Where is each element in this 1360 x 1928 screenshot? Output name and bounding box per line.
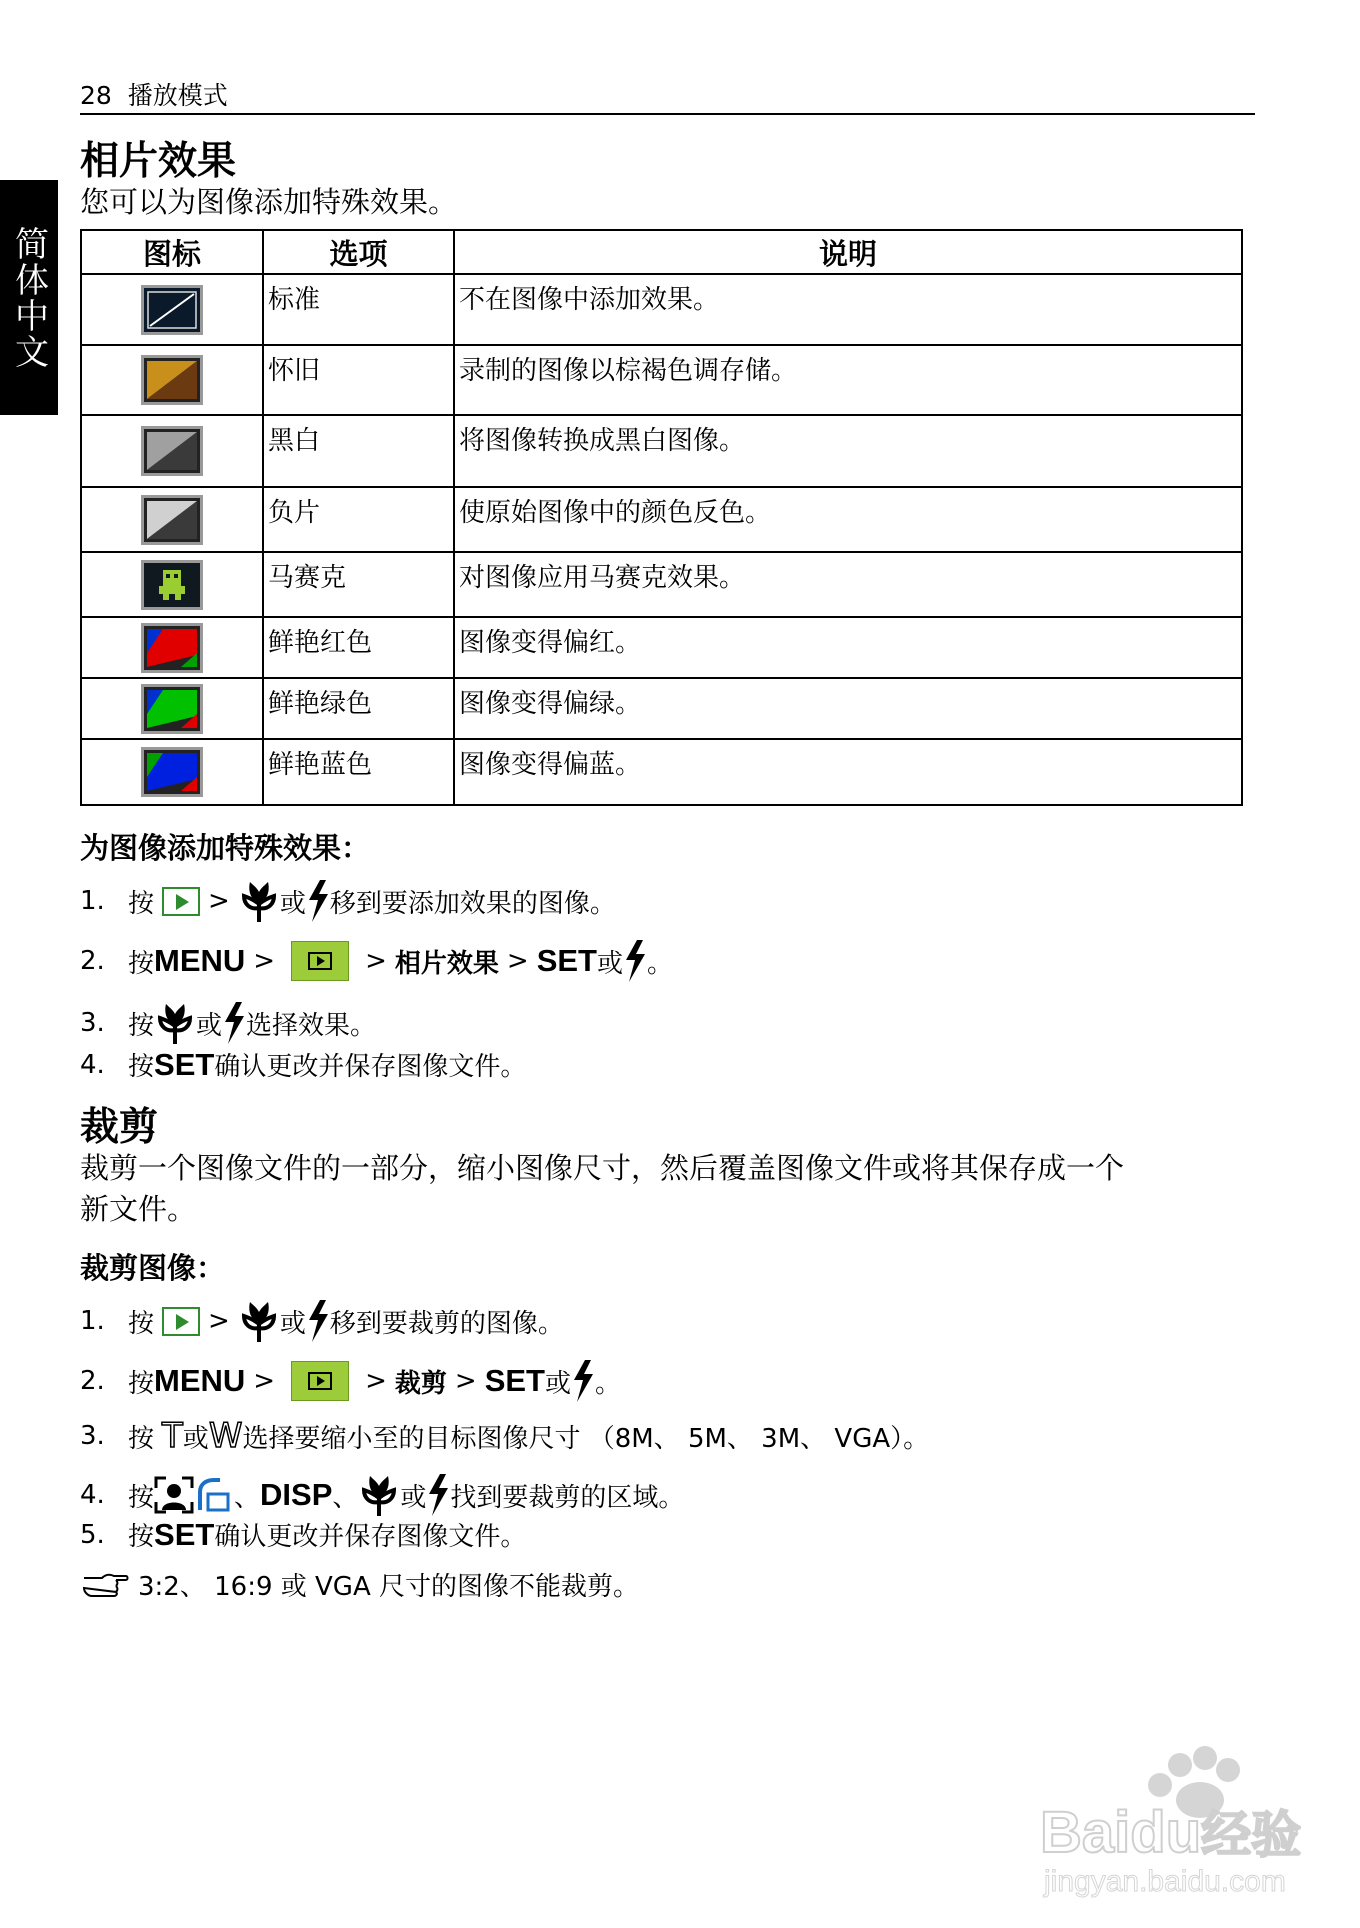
effect-step-4: 4. 按 SET 确认更改并保存图像文件。 [80,1046,527,1082]
table-row [81,345,1242,415]
set-button-label: SET [536,943,597,978]
negative-effect-icon [141,495,203,545]
bw-effect-icon [141,426,203,476]
option-cell: 鲜艳蓝色 [263,739,454,805]
playback-menu-icon [291,941,349,981]
photo-effect-title: 相片效果 [80,139,237,184]
desc-cell: 图像变得偏红。 [454,617,1242,678]
option-cell: 马赛克 [263,552,454,617]
effects-table [80,229,1243,806]
zoom-tele-icon: T [162,1416,183,1456]
crop-intro: 裁剪一个图像文件的一部分，缩小图像尺寸，然后覆盖图像文件或将其保存成一个 新文件。 [80,1151,1125,1226]
desc-cell: 录制的图像以棕褐色调存储。 [454,345,1242,415]
menu-button-label: MENU [154,1363,246,1398]
desc-cell: 将图像转换成黑白图像。 [454,415,1242,487]
vivid-red-icon [141,623,203,673]
crop-step-5: 5. 按 SET 确认更改并保存图像文件。 [80,1516,527,1552]
playback-button-icon [162,1307,200,1336]
photo-effect-intro: 您可以为图像添加特殊效果。 [80,185,458,219]
option-cell: 鲜艳绿色 [263,678,454,739]
flash-icon [306,878,330,924]
flash-icon [571,1358,595,1404]
playback-button-icon [162,887,200,916]
crop-steps-title: 裁剪图像： [80,1251,226,1285]
pointing-hand-icon [80,1570,130,1600]
crop-note: 3:2、 16:9 或 VGA 尺寸的图像不能裁剪。 [80,1566,639,1603]
crop-title: 裁剪 [80,1105,159,1150]
baidu-watermark: Baidu经验 jingyan.baidu.com [1040,1740,1300,1900]
desc-cell: 对图像应用马赛克效果。 [454,552,1242,617]
set-button-label: SET [154,1516,215,1552]
mosaic-effect-icon [141,560,203,610]
effect-step-3: 3. 按 或 选择效果。 [80,1000,376,1046]
table-row [81,415,1242,487]
vivid-blue-icon [141,747,203,797]
header-divider [80,113,1255,115]
playback-menu-icon [291,1361,349,1401]
desc-cell: 不在图像中添加效果。 [454,274,1242,345]
macro-flower-icon [238,878,280,924]
language-side-tab: 简体中文 [0,180,58,415]
option-cell: 鲜艳红色 [263,617,454,678]
set-button-label: SET [484,1363,545,1398]
face-detect-icon [154,1476,194,1514]
crop-step-4: 4. 按 、 DISP 、 或 找到要裁剪的区域。 [80,1472,684,1518]
table-row [81,274,1242,345]
flash-icon [222,1000,246,1046]
vivid-green-icon [141,684,203,734]
crop-step-2: 2. 按 MENU > > 裁剪 > SET 或 。 [80,1358,621,1404]
table-header-row [81,230,1242,274]
section-title: 播放模式 [127,81,228,110]
macro-flower-icon [358,1472,400,1518]
standard-effect-icon [141,285,203,335]
flash-icon [306,1298,330,1344]
flash-icon [426,1472,450,1518]
zoom-wide-icon: W [208,1416,243,1456]
crop-step-3: 3. 按 T 或 W 选择要缩小至的目标图像尺寸 （8M、 5M、 3M、 VGA）。 [80,1416,930,1456]
table-row [81,678,1242,739]
effect-step-2: 2. 按 MENU > > 相片效果 > SET 或 。 [80,938,673,984]
option-cell: 黑白 [263,415,454,487]
desc-cell: 图像变得偏蓝。 [454,739,1242,805]
desc-cell: 使原始图像中的颜色反色。 [454,487,1242,552]
flash-icon [623,938,647,984]
table-row [81,617,1242,678]
col-header-option: 选项 [263,230,454,274]
effect-steps-title: 为图像添加特殊效果： [80,831,371,865]
macro-flower-icon [154,1000,196,1046]
effect-step-1: 1. 按 > 或 移到要添加效果的图像。 [80,878,616,924]
col-header-icon: 图标 [81,230,263,274]
table-row [81,487,1242,552]
self-timer-icon [194,1476,234,1514]
page-header [80,76,228,112]
disp-button-label: DISP [260,1477,333,1512]
macro-flower-icon [238,1298,280,1344]
col-header-desc: 说明 [454,230,1242,274]
menu-button-label: MENU [154,943,246,978]
set-button-label: SET [154,1046,215,1082]
desc-cell: 图像变得偏绿。 [454,678,1242,739]
page-number: 28 [80,81,112,110]
sepia-effect-icon [141,355,203,405]
option-cell: 标准 [263,274,454,345]
crop-step-1: 1. 按 > 或 移到要裁剪的图像。 [80,1298,564,1344]
option-cell: 负片 [263,487,454,552]
table-row [81,552,1242,617]
table-row [81,739,1242,805]
option-cell: 怀旧 [263,345,454,415]
